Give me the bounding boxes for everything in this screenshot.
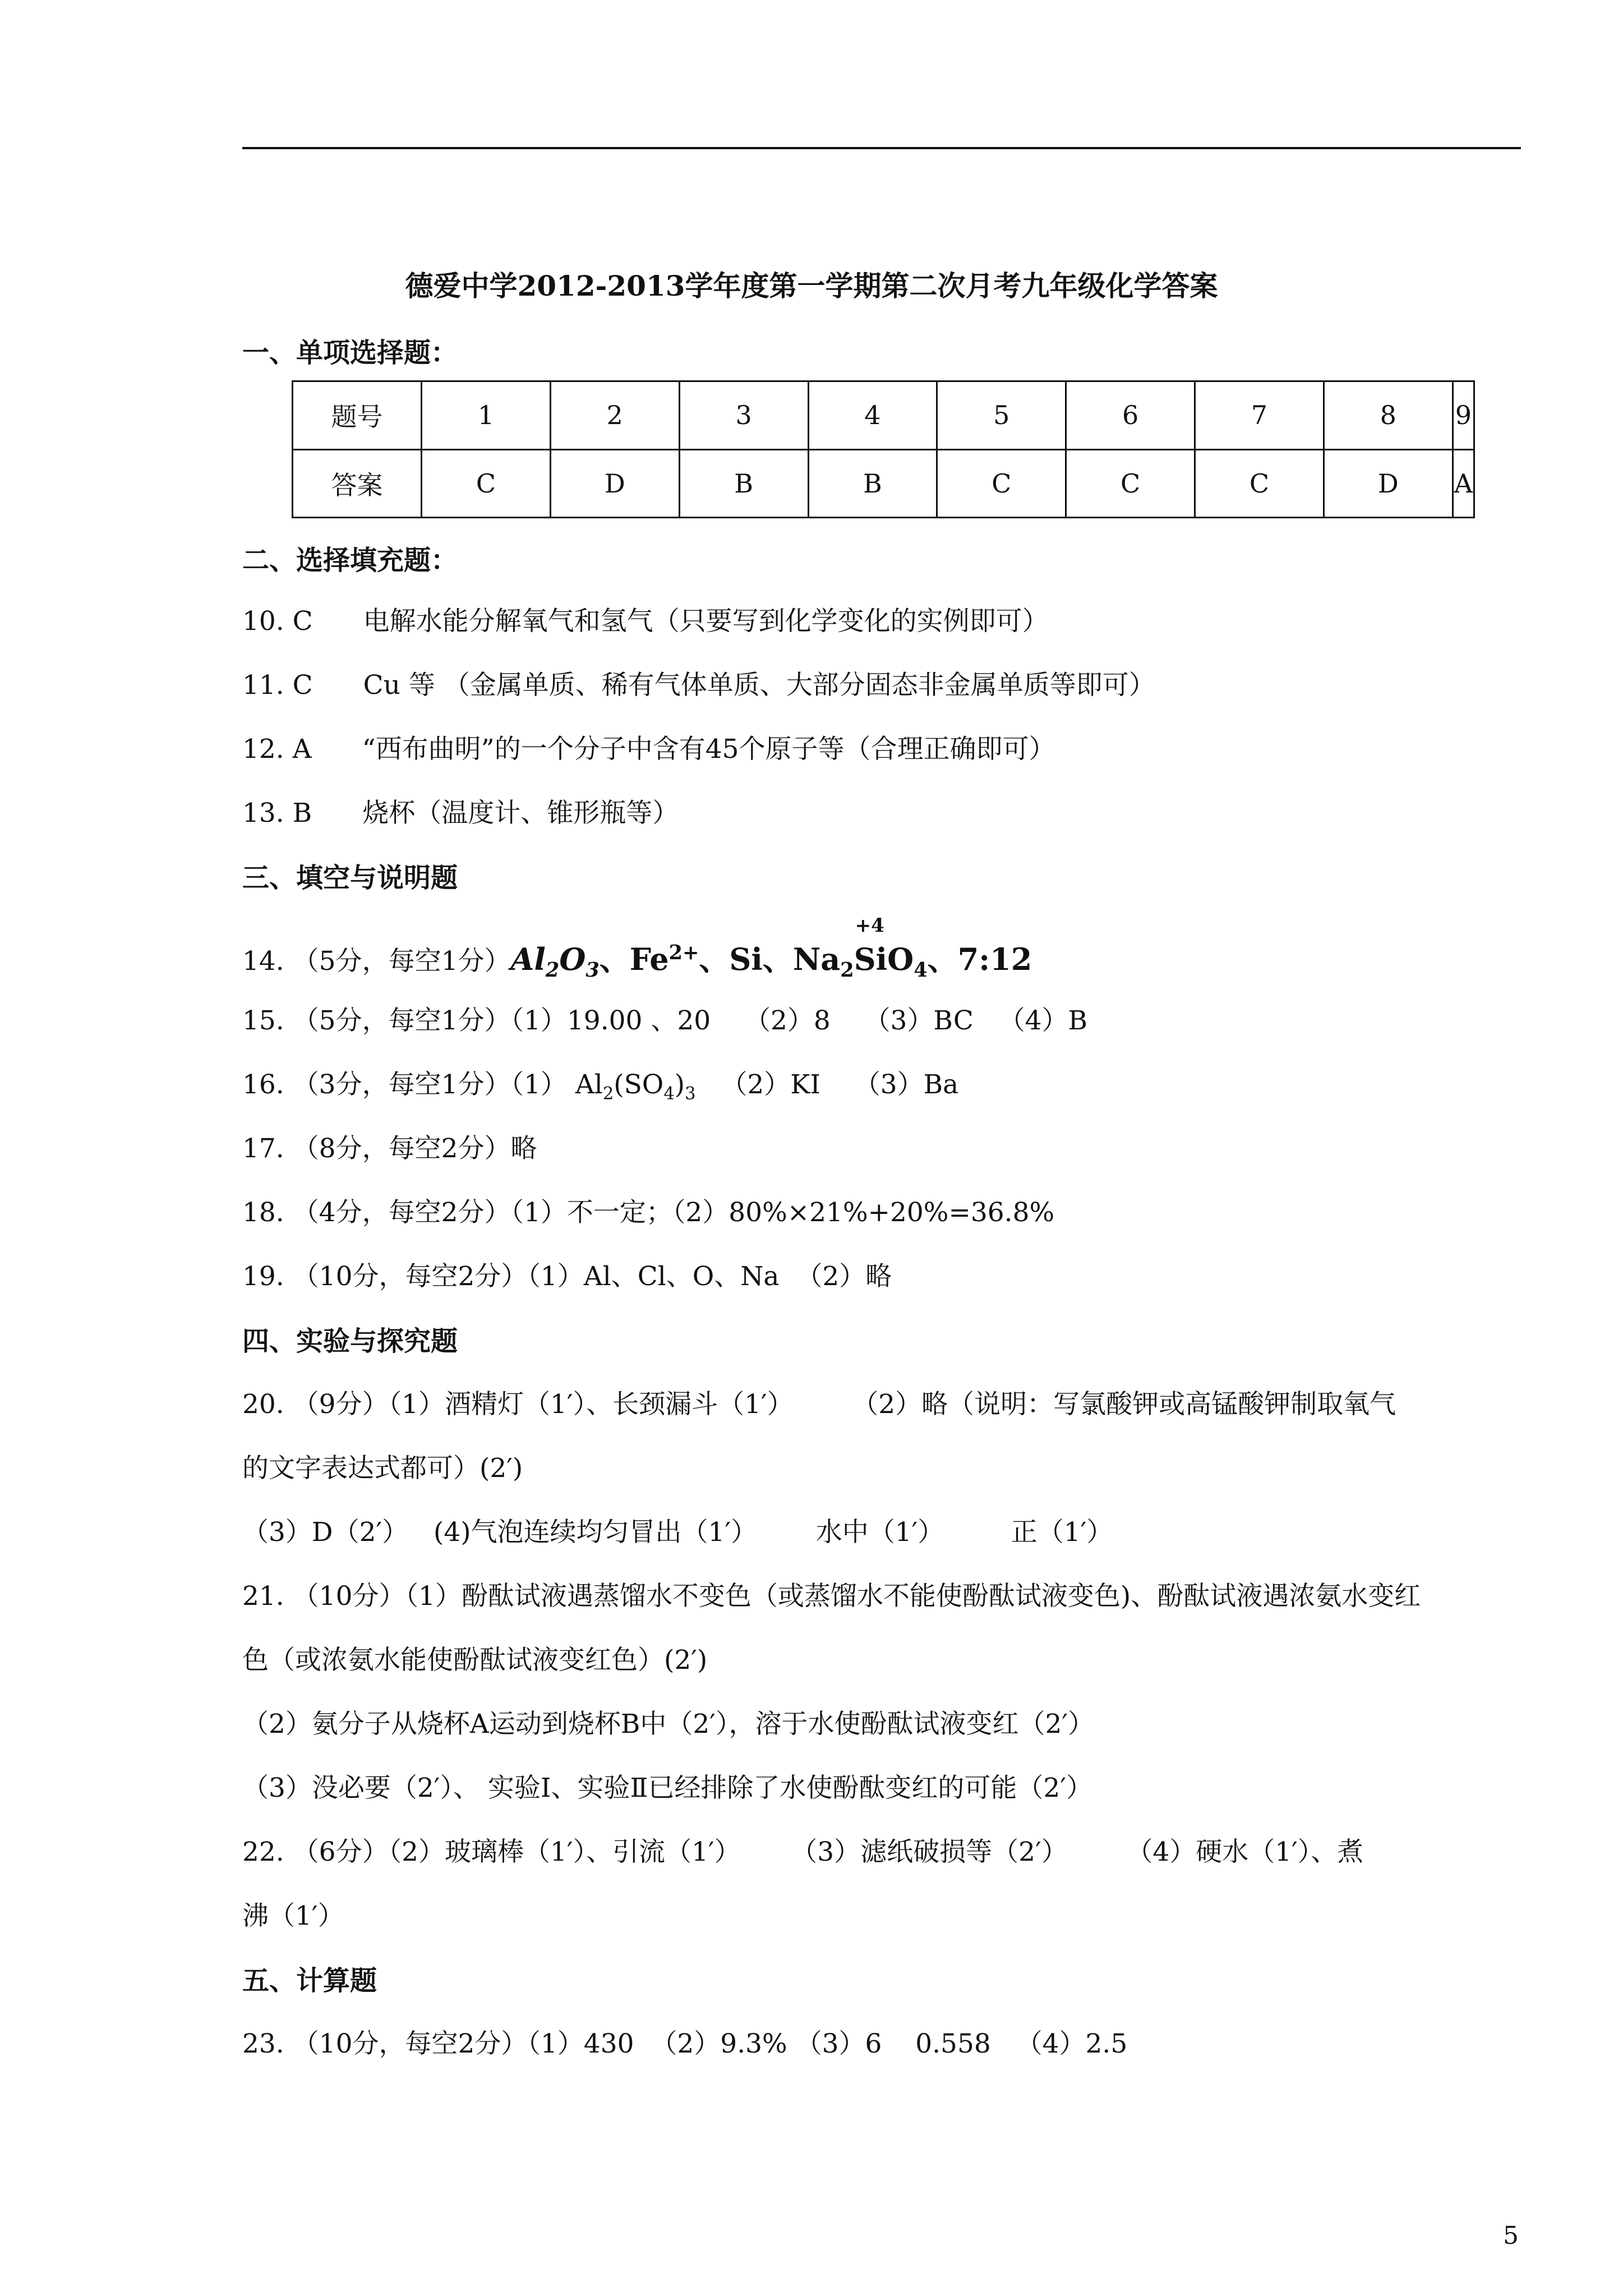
table-cell: 3 <box>679 381 808 450</box>
table-cell: C <box>937 449 1066 518</box>
answer-text: 电解水能分解氧气和氢气（只要写到化学变化的实例即可） <box>363 606 1049 637</box>
formula-part: 、Si、Na <box>699 941 841 977</box>
formula-superscript: 2+ <box>668 941 699 964</box>
answer-line-19: 19. （10分，每空2分）（1）Al、Cl、O、Na （2）略 <box>242 1261 892 1292</box>
question-number: 13. B <box>242 798 312 829</box>
formula-subscript: 3 <box>585 958 600 982</box>
answer-text: “西布曲明”的一个分子中含有45个原子等（合理正确即可） <box>362 734 1055 765</box>
table-cell: D <box>1324 449 1453 518</box>
answer-line-23: 23. （10分，每空2分）（1）430 （2）9.3% （3）6 0.558 （4）2.5 <box>242 2028 1128 2059</box>
answer-line-18: 18. （4分，每空2分）（1）不一定；（2）80%×21%+20%=36.8% <box>242 1197 1055 1228</box>
answer-line-16 <box>242 1064 958 1103</box>
formula-part: O <box>887 941 914 977</box>
answer-line-20-part3: （3）D（2′） (4)气泡连续均匀冒出（1′） 水中（1′） 正（1′） <box>242 1517 1113 1548</box>
answer-line-20-cont: 的文字表达式都可）(2′) <box>242 1453 523 1484</box>
question-number: 10. C <box>242 606 313 637</box>
formula-subscript: 4 <box>914 958 928 982</box>
table-cell: D <box>550 449 679 518</box>
table-row <box>293 381 1474 450</box>
answer-prefix: 14. （5分，每空1分） <box>242 946 511 977</box>
table-cell: C <box>1066 449 1195 518</box>
formula-subscript: 4 <box>663 1084 675 1104</box>
oxidation-state-label <box>854 914 888 977</box>
section-heading-1: 一、单项选择题： <box>242 337 458 369</box>
table-cell: C <box>1195 449 1324 518</box>
answer-line-10 <box>242 600 1049 638</box>
table-cell: 5 <box>937 381 1066 450</box>
chemical-formula <box>510 914 1032 982</box>
table-cell: B <box>679 449 808 518</box>
table-row <box>293 449 1474 518</box>
section-heading-2: 二、选择填充题： <box>242 545 458 576</box>
oxidation-number: +4 <box>855 914 884 937</box>
section-heading-4: 四、实验与探究题 <box>242 1326 458 1357</box>
answer-line-12 <box>242 728 1055 766</box>
formula-subscript: 2 <box>545 958 560 982</box>
formula-part: (SO <box>614 1069 664 1100</box>
table-cell: 1 <box>422 381 551 450</box>
table-cell: C <box>422 449 551 518</box>
table-cell: 9 <box>1453 381 1474 450</box>
formula-part: 、7:12 <box>927 941 1032 977</box>
answer-line-22: 22. （6分）（2）玻璃棒（1′）、引流（1′） （3）滤纸破损等（2′） （4）硬水（1′）、煮 <box>242 1837 1364 1867</box>
page-number: 5 <box>1503 2221 1519 2250</box>
table-cell: 8 <box>1324 381 1453 450</box>
section-heading-3: 三、填空与说明题 <box>242 862 458 894</box>
table-cell: A <box>1453 449 1474 518</box>
formula-part: Al <box>510 941 546 977</box>
answer-line-13 <box>242 792 679 830</box>
table-cell: 7 <box>1195 381 1324 450</box>
formula-part: 、Fe <box>599 941 669 977</box>
formula-part: ) <box>674 1069 685 1100</box>
table-header-label: 答案 <box>293 449 422 518</box>
answer-line-17: 17. （8分，每空2分）略 <box>242 1133 537 1164</box>
answer-text: Cu 等 （金属单质、稀有气体单质、大部分固态非金属单质等即可） <box>363 670 1155 701</box>
table-header-label: 题号 <box>293 381 422 450</box>
answer-line-22-cont: 沸（1′） <box>242 1901 344 1931</box>
formula-part: Si <box>854 941 888 977</box>
answer-line-11 <box>242 664 1155 702</box>
table-cell: 2 <box>550 381 679 450</box>
answer-line-14 <box>242 914 1032 982</box>
answer-line-21-cont: 色（或浓氨水能使酚酞试液变红色）(2′) <box>242 1645 708 1676</box>
header-rule <box>242 147 1521 149</box>
answer-line-20: 20. （9分）（1）酒精灯（1′）、长颈漏斗（1′） （2）略（说明：写氯酸钾或高锰酸钾制取氧气 <box>242 1389 1396 1420</box>
table-cell: 6 <box>1066 381 1195 450</box>
answer-text: 烧杯（温度计、锥形瓶等） <box>362 798 679 829</box>
document-title: 德爱中学2012-2013学年度第一学期第二次月考九年级化学答案 <box>405 269 1218 302</box>
section-heading-5: 五、计算题 <box>242 1965 377 1996</box>
table-cell: B <box>808 449 937 518</box>
formula-subscript: 2 <box>602 1084 614 1104</box>
question-number: 12. A <box>242 734 312 765</box>
answer-prefix: 16. （3分，每空1分）（1） Al <box>242 1069 603 1100</box>
formula-subscript: 2 <box>840 958 854 982</box>
answer-text: （2）KI （3）Ba <box>695 1069 959 1100</box>
answer-line-21-part2: （2）氨分子从烧杯A运动到烧杯B中（2′），溶于水使酚酞试液变红（2′） <box>242 1709 1095 1740</box>
answer-line-15: 15. （5分，每空1分）（1）19.00 、20 （2）8 （3）BC （4）B <box>242 1005 1088 1036</box>
formula-part: O <box>559 941 586 977</box>
answer-line-21: 21. （10分）（1）酚酞试液遇蒸馏水不变色（或蒸馏水不能使酚酞试液变色)、酚酞试液遇浓氨水变红 <box>242 1581 1421 1612</box>
table-cell: 4 <box>808 381 937 450</box>
answer-table <box>292 380 1475 518</box>
answer-line-21-part3: （3）没必要（2′）、 实验Ⅰ、实验Ⅱ已经排除了水使酚酞变红的可能（2′） <box>242 1773 1093 1803</box>
formula-subscript: 3 <box>685 1084 696 1104</box>
question-number: 11. C <box>242 670 313 701</box>
